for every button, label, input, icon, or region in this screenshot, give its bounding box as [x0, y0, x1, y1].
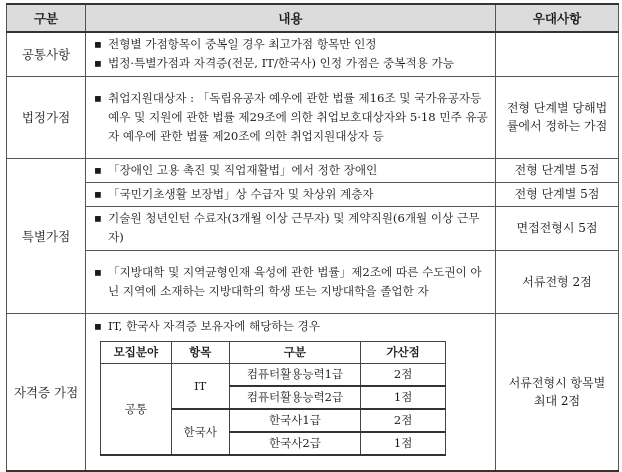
content-common — [86, 32, 496, 76]
category-legal: 법정가점 — [7, 76, 86, 158]
cert-header-type: 구분 — [229, 341, 361, 363]
cert-name: 한국사1급 — [229, 409, 361, 432]
header-preference: 우대사항 — [496, 4, 619, 32]
row-special-2 — [7, 182, 619, 206]
header-content: 내용 — [86, 4, 496, 32]
row-special-3 — [7, 206, 619, 250]
list-item: ▪ 기술원 청년인턴 수료자(3개월 이상 근무자) 및 계약직원(6개월 이상 근무자) — [94, 209, 491, 247]
row-common — [7, 32, 619, 76]
cert-header-item: 항목 — [171, 341, 229, 363]
bullet-icon: ▪ — [94, 37, 102, 52]
cert-item-history: 한국사 — [171, 409, 229, 455]
header-row — [7, 4, 619, 32]
cert-name: 컴퓨터활용능력1급 — [229, 363, 361, 386]
list-item: ▪ 법정·특별가점과 자격증(전문, IT/한국사) 인정 가점은 중복적용 가능 — [94, 54, 491, 73]
cert-points: 2점 — [361, 409, 446, 432]
bullet-icon: ▪ — [94, 56, 102, 71]
cert-field: 공통 — [101, 363, 172, 455]
list-item: ▪ 「장애인 고용 촉진 및 직업재활법」에서 정한 장애인 — [94, 161, 491, 180]
list-item: ▪ IT, 한국사 자격증 보유자에 해당하는 경우 — [94, 317, 491, 336]
bullet-icon: ▪ — [94, 264, 102, 279]
content-cert — [86, 313, 496, 471]
list-item: ▪ 「국민기초생활 보장법」상 수급자 및 차상위 계층자 — [94, 185, 491, 204]
perk-legal: 전형 단계별 당해법률에서 정하는 가점 — [496, 76, 619, 158]
bullet-icon: ▪ — [94, 90, 102, 105]
row-legal — [7, 76, 619, 158]
cert-table — [100, 341, 446, 456]
content-special-4 — [86, 250, 496, 313]
bullet-icon: ▪ — [94, 318, 102, 333]
category-common: 공통사항 — [7, 32, 86, 76]
bullet-icon: ▪ — [94, 186, 102, 201]
list-item: ▪ 「지방대학 및 지역균형인재 육성에 관한 법률」제2조에 따른 수도권이 아닌 지역에 소재하는 지방대학의 학생 또는 지방대학을 졸업한 자 — [94, 263, 491, 301]
perk-common — [496, 32, 619, 76]
list-item: ▪ 전형별 가점항목이 중복일 경우 최고가점 항목만 인정 — [94, 35, 491, 54]
preference-table — [6, 3, 619, 472]
bullet-icon: ▪ — [94, 162, 102, 177]
list-item: ▪ 취업지원대상자 : 「독립유공자 예우에 관한 법률 제16조 및 국가유공자등 예우 및 지원에 관한 법률 제29조에 의한 취업보호대상자와 5·18 민주 유공자 예우에 관한 법률 제20조에 의한 취업지원대상자 등 — [94, 89, 491, 146]
perk-special-4: 서류전형 2점 — [496, 250, 619, 313]
perk-special-2: 전형 단계별 5점 — [496, 182, 619, 206]
cert-header-field: 모집분야 — [101, 341, 172, 363]
cert-points: 1점 — [361, 432, 446, 455]
content-special-2 — [86, 182, 496, 206]
cert-name: 한국사2급 — [229, 432, 361, 455]
header-category: 구분 — [7, 4, 86, 32]
cert-item-it: IT — [171, 363, 229, 409]
cert-header-points: 가산점 — [361, 341, 446, 363]
content-special-3 — [86, 206, 496, 250]
perk-special-1: 전형 단계별 5점 — [496, 158, 619, 182]
row-special-4 — [7, 250, 619, 313]
category-cert: 자격증 가점 — [7, 313, 86, 471]
bullet-icon: ▪ — [94, 211, 102, 225]
row-special-1 — [7, 158, 619, 182]
cert-points: 1점 — [361, 386, 446, 409]
cert-name: 컴퓨터활용능력2급 — [229, 386, 361, 409]
perk-cert: 서류전형시 항목별 최대 2점 — [496, 313, 619, 471]
content-special-1 — [86, 158, 496, 182]
cert-points: 2점 — [361, 363, 446, 386]
perk-special-3: 면접전형시 5점 — [496, 206, 619, 250]
category-special: 특별가점 — [7, 158, 86, 313]
row-cert — [7, 313, 619, 471]
table-row — [101, 363, 446, 386]
content-legal — [86, 76, 496, 158]
cert-header-row — [101, 341, 446, 363]
